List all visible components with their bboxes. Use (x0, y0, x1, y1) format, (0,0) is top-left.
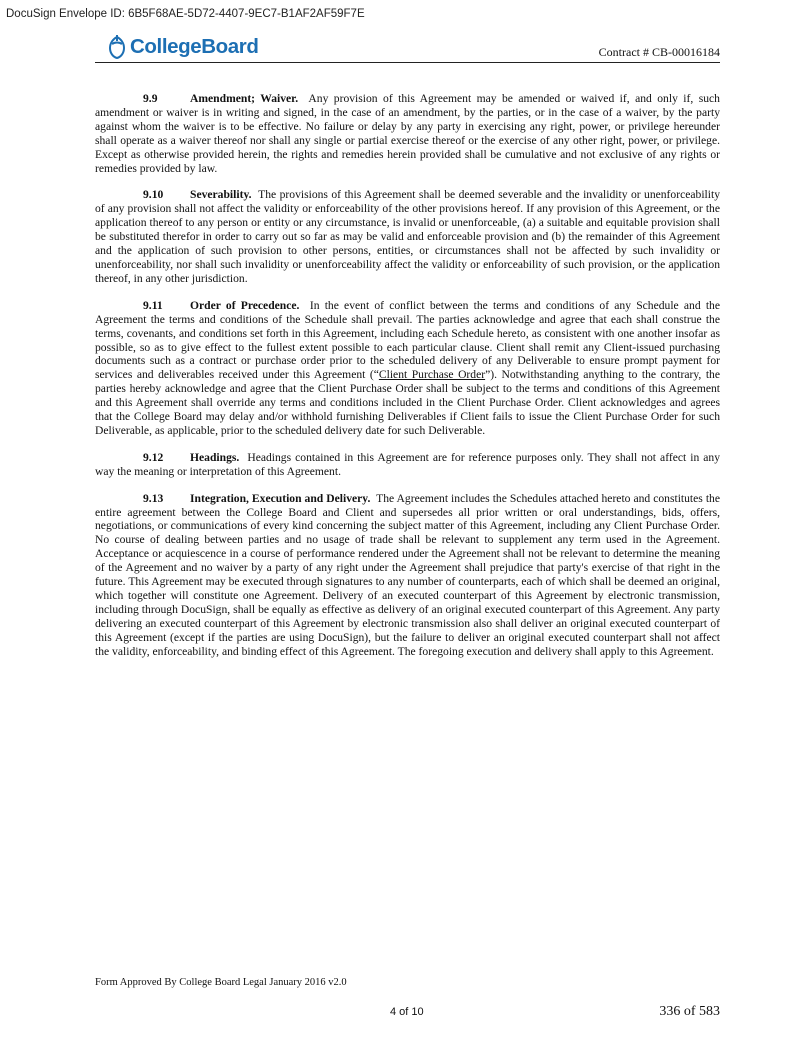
section-text-continued: ”). Notwithstanding anything to the contrary, the parties hereby acknowledge and agree that the Client Purchase Order shall be subject to the terms and conditions of this Agreement and this Agreement shall override any terms and conditions included in the Client Purchase Order. Client acknowledges and agrees that the College Board may delay and/or withhold furnishing Deliverables if Client fails to issue the Client Purchase Order for such Deliverable, as applicable, prior to the scheduled delivery date for such Deliverable. (95, 368, 720, 437)
section-9-9 (95, 92, 720, 175)
section-heading: Headings. (190, 450, 240, 464)
section-heading: Integration, Execution and Delivery. (190, 491, 371, 505)
section-number: 9.9 (143, 92, 158, 105)
section-text: The provisions of this Agreement shall be deemed severable and the invalidity or unenforceability of any provision shall not affect the validity or enforceability of the other provisions hereof. If any provision of this Agreement, or the application thereof to any person or entity or any circumstance, is invalid or unenforceable, (a) a suitable and equitable provision shall be substituted therefor in order to carry out so far as may be valid and enforceable provision and (b) the remainder of this Agreement and the application of such provision to other persons, entities, or circumstances shall not be affected by such invalidity or unenforceability, nor shall such invalidity or unenforceability affect the validity or enforceability of such provision, or the application thereof, in any other jurisdiction. (95, 188, 720, 285)
section-text: The Agreement includes the Schedules attached hereto and constitutes the entire agreement between the College Board and Client and supersedes all prior written or oral understandings, bids, offers, negotiations, or communications of every kind concerning the subject matter of this Agreement, including any Client Purchase Order. No course of dealing between parties and no usage of trade shall be relevant to supplement any term used in the Agreement. Acceptance or acquiescence in a course of performance rendered under the Agreement shall not be relevant to determine the meaning of the Agreement and no waiver by a party of any right under the Agreement shall prejudice that party's exercise of that right in the future. This Agreement may be executed through signatures to any number of counterparts, each of which shall be deemed an original, which together will constitute one Agreement. Delivery of an executed counterpart of this Agreement by electronic transmission, including through DocuSign, shall be equally as effective as delivery of an original executed counterpart of this Agreement. Any party delivering an executed counterpart of this Agreement by electronic transmission also shall deliver an original executed counterpart of this Agreement (except if the parties are using DocuSign), but the failure to deliver an original executed counterpart shall not affect the validity, enforceability, and binding effect of this Agreement. The foregoing execution and delivery shall apply to this Agreement. (95, 491, 720, 658)
page-number: 4 of 10 (390, 1006, 424, 1018)
section-text: Headings contained in this Agreement are for reference purposes only. They shall not affect in any way the meaning or interpretation of this Agreement. (95, 450, 720, 478)
section-heading: Amendment; Waiver. (190, 92, 299, 105)
section-number: 9.10 (143, 188, 164, 202)
docusign-envelope-id: DocuSign Envelope ID: 6B5F68AE-5D72-4407-9EC7-B1AF2AF59F7E (6, 8, 365, 20)
section-number: 9.11 (143, 298, 163, 312)
defined-term: Client Purchase Order (378, 368, 486, 382)
contract-number: Contract # CB-00016184 (598, 45, 720, 59)
section-number: 9.13 (143, 491, 164, 505)
total-page-count: 336 of 583 (659, 1004, 720, 1019)
section-number: 9.12 (143, 450, 164, 464)
page-header (95, 36, 720, 63)
section-9-11 (95, 299, 720, 438)
section-9-12 (95, 451, 720, 479)
collegeboard-logo (107, 34, 258, 60)
section-heading: Order of Precedence. (190, 298, 300, 312)
section-heading: Severability. (190, 188, 252, 202)
section-9-13 (95, 492, 720, 659)
section-text: In the event of conflict between the terms and conditions of any Schedule and the Agreement the terms and conditions of the Schedule shall prevail. The parties acknowledge and agree that each shall construe the terms, covenants, and conditions set forth in this Agreement, including each Schedule hereto, as consistent with one another insofar as possible, so as to give effect to the fullest extent possible to each particular clause. Client shall remit any Client-issued purchasing documents such as a contract or purchase order prior to the scheduled delivery of any Deliverable to ensure prompt payment for services and deliverables received under this Agreement (“ (95, 298, 720, 382)
logo-text: CollegeBoard (130, 35, 259, 58)
form-approval-note: Form Approved By College Board Legal January 2016 v2.0 (95, 977, 347, 988)
section-text: Any provision of this Agreement may be amended or waived if, and only if, such amendment or waiver is in writing and signed, in the case of an amendment, by the parties, or in the case of a waiver, by the party against whom the waiver is to be effective. No failure or delay by any party in exercising any right, power, or privilege hereunder shall operate as a waiver thereof nor shall any single or partial exercise thereof or the exercise of any other right, power, or privilege. Except as otherwise provided herein, the rights and remedies herein provided shall be cumulative and not exclusive of any rights or remedies provided by law. (95, 92, 720, 175)
acorn-icon (107, 35, 127, 60)
agreement-body (95, 92, 720, 672)
section-9-10 (95, 188, 720, 285)
